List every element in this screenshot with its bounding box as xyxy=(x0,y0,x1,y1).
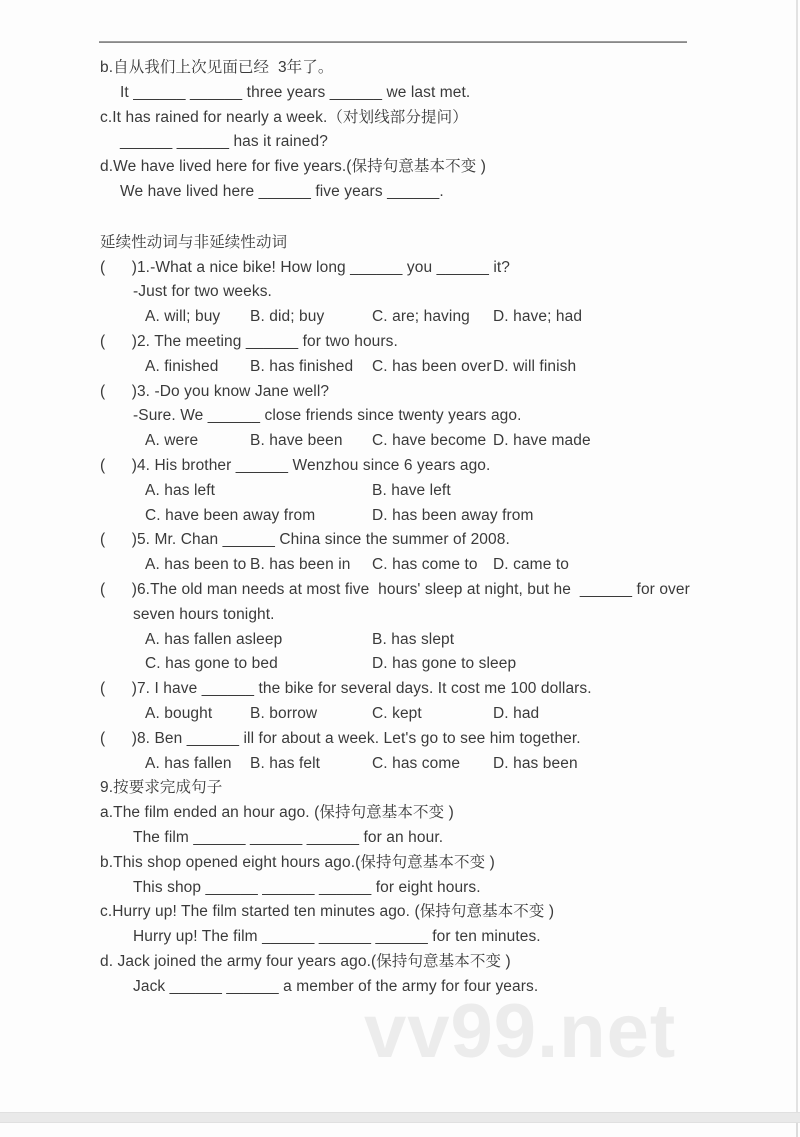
text-line: ( )5. Mr. Chan ______ China since the summer of 2008. xyxy=(100,531,510,549)
text-line: We have lived here ______ five years ______. xyxy=(120,182,444,200)
option-item: D. had xyxy=(493,704,540,722)
text-line: -Just for two weeks. xyxy=(133,283,272,301)
option-item: A. bought xyxy=(145,704,213,722)
text-line: ( )4. His brother ______ Wenzhou since 6 years ago. xyxy=(100,456,491,474)
text-line: 延续性动词与非延续性动词 xyxy=(100,233,288,251)
option-item: C. has come to xyxy=(372,556,478,574)
text-line: ( )1.-What a nice bike! How long ______ you ______ it? xyxy=(100,258,510,276)
option-item: D. will finish xyxy=(493,357,577,375)
text-line: b.This shop opened eight hours ago.(保持句意基本不变 ) xyxy=(100,853,495,871)
option-item: C. has been over xyxy=(372,357,492,375)
text-line: ______ ______ has it rained? xyxy=(120,133,328,151)
option-item: D. has been xyxy=(493,754,578,772)
watermark: vv99.net xyxy=(364,989,677,1074)
option-item: A. has left xyxy=(145,481,216,499)
options-row xyxy=(100,504,740,529)
text-line: 9.按要求完成句子 xyxy=(100,779,223,797)
option-item: B. has felt xyxy=(250,754,321,772)
option-item: B. have been xyxy=(250,432,343,450)
next-page-right-edge xyxy=(796,1123,798,1137)
option-item: D. has gone to sleep xyxy=(372,655,517,673)
option-item: C. kept xyxy=(372,704,422,722)
option-item: B. has finished xyxy=(250,357,354,375)
option-item: D. have made xyxy=(493,432,591,450)
worksheet-content xyxy=(100,56,740,999)
top-divider-rule xyxy=(99,41,687,43)
text-line: Jack ______ ______ a member of the army for four years. xyxy=(133,977,539,995)
option-item: A. has been to xyxy=(145,556,247,574)
text-line: -Sure. We ______ close friends since twenty years ago. xyxy=(133,407,522,425)
text-line: d. Jack joined the army four years ago.(保持句意基本不变 ) xyxy=(100,952,511,970)
options-row xyxy=(100,305,740,330)
option-item: C. have been away from xyxy=(145,506,316,524)
option-item: D. has been away from xyxy=(372,506,534,524)
option-item: B. has slept xyxy=(372,630,455,648)
text-line: This shop ______ ______ ______ for eight hours. xyxy=(133,878,481,896)
text-line: ( )7. I have ______ the bike for several days. It cost me 100 dollars. xyxy=(100,680,592,698)
option-item: C. has come xyxy=(372,754,461,772)
text-line: seven hours tonight. xyxy=(133,605,275,623)
text-line: b.自从我们上次见面已经 3年了。 xyxy=(100,59,334,76)
options-row xyxy=(100,429,740,454)
option-item: B. have left xyxy=(372,481,451,499)
text-line: ( )2. The meeting ______ for two hours. xyxy=(100,332,398,350)
option-item: A. were xyxy=(145,432,199,450)
option-item: B. borrow xyxy=(250,704,318,722)
page-separator-band xyxy=(0,1112,800,1123)
option-item: B. did; buy xyxy=(250,308,325,326)
text-line: The film ______ ______ ______ for an hour. xyxy=(133,828,444,846)
options-row xyxy=(100,355,740,380)
text-line: c.It has rained for nearly a week.（对划线部分提问） xyxy=(100,108,468,126)
option-item: D. came to xyxy=(493,556,569,574)
option-item: C. has gone to bed xyxy=(145,655,278,673)
text-line: ( )8. Ben ______ ill for about a week. Let's go to see him together. xyxy=(100,729,581,747)
option-item: B. has been in xyxy=(250,556,351,574)
option-item: C. have become xyxy=(372,432,487,450)
options-row xyxy=(100,752,740,777)
options-row xyxy=(100,553,740,578)
text-line: a.The film ended an hour ago. (保持句意基本不变 ) xyxy=(100,804,454,822)
text-line: c.Hurry up! The film started ten minutes ago. (保持句意基本不变 ) xyxy=(100,903,555,921)
options-row xyxy=(100,479,740,504)
option-item: A. will; buy xyxy=(145,308,221,326)
text-line: d.We have lived here for five years.(保持句意基本不变 ) xyxy=(100,158,486,176)
next-page-area xyxy=(0,1123,796,1137)
text-line: Hurry up! The film ______ ______ ______ for ten minutes. xyxy=(133,928,541,946)
option-item: D. have; had xyxy=(493,308,583,326)
option-item: A. has fallen xyxy=(145,754,232,772)
section-gap xyxy=(100,205,740,231)
options-row xyxy=(100,702,740,727)
option-item: A. has fallen asleep xyxy=(145,630,283,648)
text-line: ( )3. -Do you know Jane well? xyxy=(100,382,330,400)
option-item: C. are; having xyxy=(372,308,470,326)
option-item: A. finished xyxy=(145,357,219,375)
text-line: ( )6.The old man needs at most five hours' sleep at night, but he ______ for over xyxy=(100,580,690,598)
page-right-edge xyxy=(796,0,798,1112)
options-row xyxy=(100,628,740,653)
text-line: It ______ ______ three years ______ we last met. xyxy=(120,83,471,101)
options-row xyxy=(100,652,740,677)
